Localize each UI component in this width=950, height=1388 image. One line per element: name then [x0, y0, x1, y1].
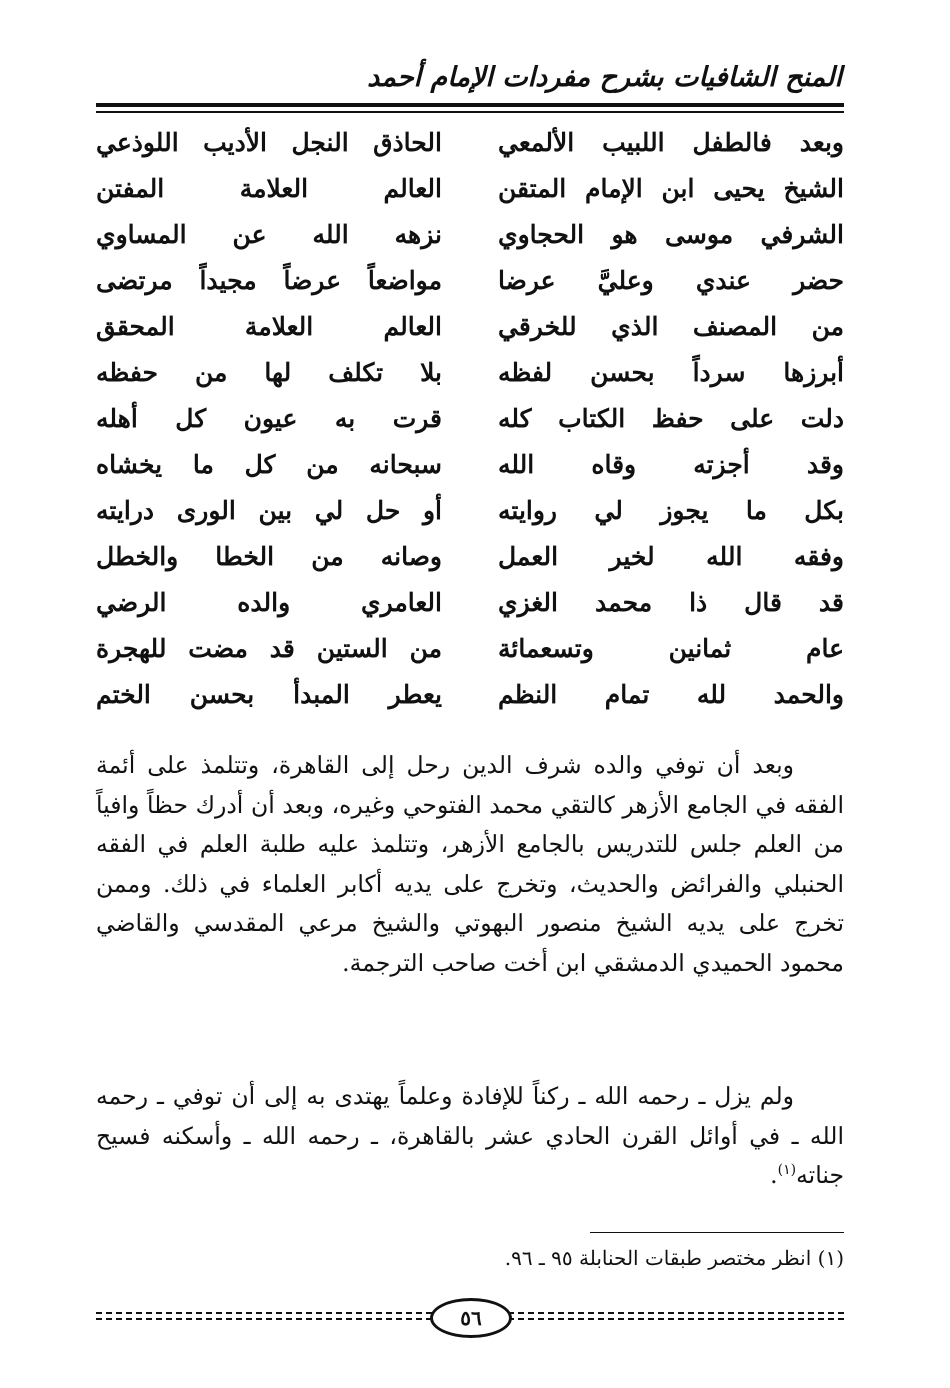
- verse-second-hemistich: العالم العلامة المفتن: [96, 174, 442, 203]
- verse-second-hemistich: يعطر المبدأ بحسن الختم: [96, 680, 442, 709]
- verse-row: [96, 450, 844, 496]
- verse-second-hemistich: مواضعاً عرضاً مجيداً مرتضى: [96, 266, 442, 295]
- page-number: ٥٦: [430, 1298, 512, 1338]
- verse-row: [96, 312, 844, 358]
- footnote-separator: [590, 1232, 844, 1233]
- header-rule-thin: [96, 111, 844, 113]
- verse-second-hemistich: وصانه من الخطا والخطل: [96, 542, 442, 571]
- verse-row: [96, 588, 844, 634]
- verse-row: [96, 542, 844, 588]
- verse-second-hemistich: قرت به عيون كل أهله: [96, 404, 442, 433]
- verse-first-hemistich: الشرفي موسى هو الحجاوي: [498, 220, 844, 249]
- verse-first-hemistich: وقد أجزته وقاه الله: [498, 450, 844, 479]
- footer-dashed-rule: [508, 1318, 844, 1320]
- verse-first-hemistich: بكل ما يجوز لي روايته: [498, 496, 844, 525]
- biography-paragraph: [96, 746, 844, 983]
- verse-row: [96, 174, 844, 220]
- verse-first-hemistich: قد قال ذا محمد الغزي: [498, 588, 844, 617]
- verse-row: [96, 220, 844, 266]
- verse-second-hemistich: من الستين قد مضت للهجرة: [96, 634, 442, 663]
- verse-first-hemistich: دلت على حفظ الكتاب كله: [498, 404, 844, 433]
- verse-row: [96, 128, 844, 174]
- verse-row: [96, 358, 844, 404]
- verse-first-hemistich: الشيخ يحيى ابن الإمام المتقن: [498, 174, 844, 203]
- footer-dashed-rule: [508, 1312, 844, 1314]
- footer-dashed-rule: [96, 1312, 432, 1314]
- header-rule-thick: [96, 103, 844, 107]
- footnote: (١) انظر مختصر طبقات الحنابلة ٩٥ ـ ٩٦.: [504, 1246, 844, 1270]
- paragraph-end: .: [770, 1161, 778, 1189]
- paragraph-body: ولم يزل ـ رحمه الله ـ ركناً للإفادة وعلماً يهتدى به إلى أن توفي ـ رحمه الله ـ في أوائل القرن الحادي عشر بالقاهرة، ـ رحمه الله ـ وأسكنه فسيح جناته: [96, 1082, 844, 1189]
- verse-first-hemistich: عام ثمانين وتسعمائة: [498, 634, 844, 663]
- poem-verses: [96, 128, 844, 726]
- verse-second-hemistich: الحاذق النجل الأديب اللوذعي: [96, 128, 442, 157]
- verse-row: [96, 496, 844, 542]
- death-paragraph: [96, 1077, 844, 1196]
- paragraph-text: وبعد أن توفي والده شرف الدين رحل إلى القاهرة، وتتلمذ على أئمة الفقه في الجامع الأزهر كالتقي محمد الفتوحي وغيره، وبعد أن أدرك حظاً وافياً من العلم جلس للتدريس بالجامع الأزهر، وتتلمذ عليه طلبة العلم في الفقه الحنبلي والفرائض والحديث، وتخرج على يديه أكابر العلماء في ذلك. وممن تخرج على يديه الشيخ منصور البهوتي والشيخ مرعي المقدسي والقاضي محمود الحميدي الدمشقي ابن أخت صاحب الترجمة.: [96, 751, 844, 977]
- verse-first-hemistich: والحمد لله تمام النظم: [498, 680, 844, 709]
- verse-second-hemistich: سبحانه من كل ما يخشاه: [96, 450, 442, 479]
- verse-second-hemistich: العالم العلامة المحقق: [96, 312, 442, 341]
- verse-first-hemistich: حضر عندي وعليَّ عرضا: [498, 266, 844, 295]
- verse-first-hemistich: من المصنف الذي للخرقي: [498, 312, 844, 341]
- verse-second-hemistich: نزهه الله عن المساوي: [96, 220, 442, 249]
- verse-second-hemistich: أو حل لي بين الورى درايته: [96, 496, 442, 525]
- verse-first-hemistich: وبعد فالطفل اللبيب الألمعي: [498, 128, 844, 157]
- footnote-reference[interactable]: (١): [777, 1162, 797, 1179]
- verse-second-hemistich: العامري والده الرضي: [96, 588, 442, 617]
- verse-row: [96, 404, 844, 450]
- verse-first-hemistich: وفقه الله لخير العمل: [498, 542, 844, 571]
- paragraph-text: [96, 1077, 844, 1196]
- verse-second-hemistich: بلا تكلف لها من حفظه: [96, 358, 442, 387]
- verse-first-hemistich: أبرزها سرداً بحسن لفظه: [498, 358, 844, 387]
- verse-row: [96, 266, 844, 312]
- verse-row: [96, 680, 844, 726]
- footer-dashed-rule: [96, 1318, 432, 1320]
- verse-row: [96, 634, 844, 680]
- running-header-title: المنح الشافيات بشرح مفردات الإمام أحمد: [367, 62, 842, 93]
